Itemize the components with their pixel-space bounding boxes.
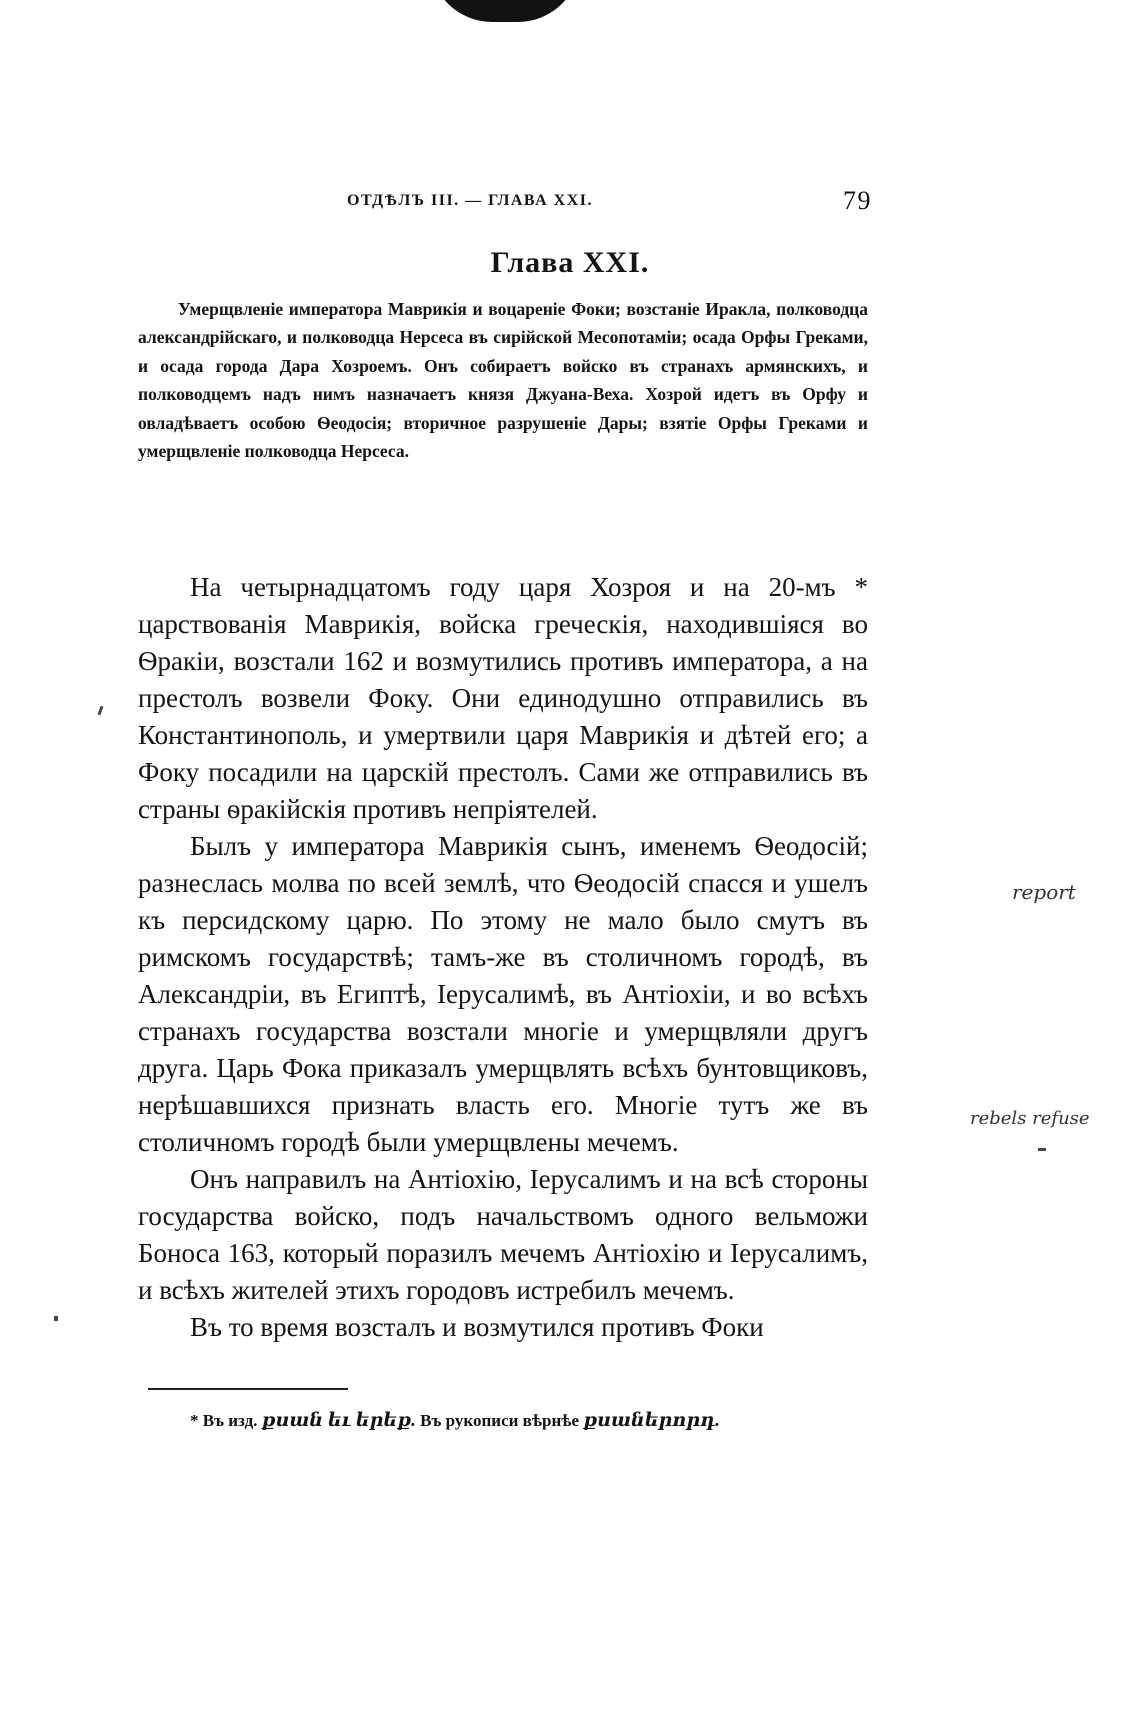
footnote-rule [148, 1388, 348, 1390]
running-head-text: ОТДѢЛЪ III. — ГЛАВА XXI. [347, 192, 593, 209]
paragraph-4: Въ то время возсталъ и возмутился противъ Фоки [190, 1312, 764, 1342]
paragraph-3: Онъ направилъ на Антіохію, Іерусалимъ и на всѣ стороны государства войско, подъ начальствомъ одного вельможи Боноса 163, который поразилъ мечемъ Антіохію и Іерусалимъ, и всѣхъ жителей этихъ городовъ истребилъ мечемъ. [138, 1164, 868, 1305]
chapter-summary [138, 295, 868, 465]
footnote [190, 1408, 870, 1434]
body-text [138, 569, 868, 1346]
running-head [347, 186, 872, 216]
footnote-armenian-2: քսաներորդ. [583, 1410, 721, 1431]
page-number: 79 [843, 186, 872, 215]
chapter-title: Глава XXI. [490, 246, 650, 279]
paragraph-1: На четырнадцатомъ году царя Хозроя и на 20-мъ * царствованія Маврикія, войска греческія, находившіяся во Ѳракіи, возстали 162 и возмутились противъ императора, а на престолъ возвели Фоку. Они единодушно отправились въ Константинополь, и умертвили царя Маврикія и дѣтей его; а Фоку посадили на царскій престолъ. Сами же отправились въ страны ѳракійскія противъ непріятелей. [138, 572, 868, 824]
paragraph-2: Былъ у императора Маврикія сынъ, именемъ Ѳеодосій; разнеслась молва по всей землѣ, что Ѳеодосій спасся и ушелъ къ персидскому царю. По этому не мало было смутъ въ римскомъ государствѣ; тамъ-же въ столичномъ городѣ, въ Александріи, въ Египтѣ, Іерусалимѣ, въ Антіохіи, и во всѣхъ странахъ государства возстали многіе и умерщвляли другъ друга. Царь Фока приказалъ умерщвлять всѣхъ бунтовщиковъ, нерѣшавшихся признать власть его. Многіе тутъ же въ столичномъ городѣ были умерщвлены мечемъ. [138, 831, 868, 1157]
pencil-mark [98, 706, 104, 715]
chapter-summary-text: Умерщвленіе императора Маврикія и воцареніе Фоки; возстаніе Иракла, полководца александрійскаго, и полководца Нерсеса въ сирійской Месопотаміи; осада Орфы Греками, и осада города Дара Хозроемъ. Онъ собираетъ войско въ странахъ армянскихъ, и полководцемъ надъ нимъ назначаетъ князя Джуана-Веха. Хозрой идетъ въ Орфу и овладѣваетъ особою Ѳеодосія; вторичное разрушеніе Дары; взятіе Орфы Греками и умерщвленіе полководца Нерсеса. [138, 299, 868, 462]
footnote-armenian-1: քսան եւ երեք. [261, 1410, 416, 1431]
margin-note-report: report [1012, 880, 1076, 904]
pencil-mark [1038, 1148, 1046, 1151]
scan-shadow [430, 0, 580, 22]
footnote-prefix: * Въ изд. [190, 1411, 258, 1430]
margin-note-rebels: rebels refuse [970, 1108, 1090, 1129]
footnote-middle: Въ рукописи вѣрнѣе [420, 1411, 580, 1430]
pencil-mark [54, 1316, 58, 1321]
